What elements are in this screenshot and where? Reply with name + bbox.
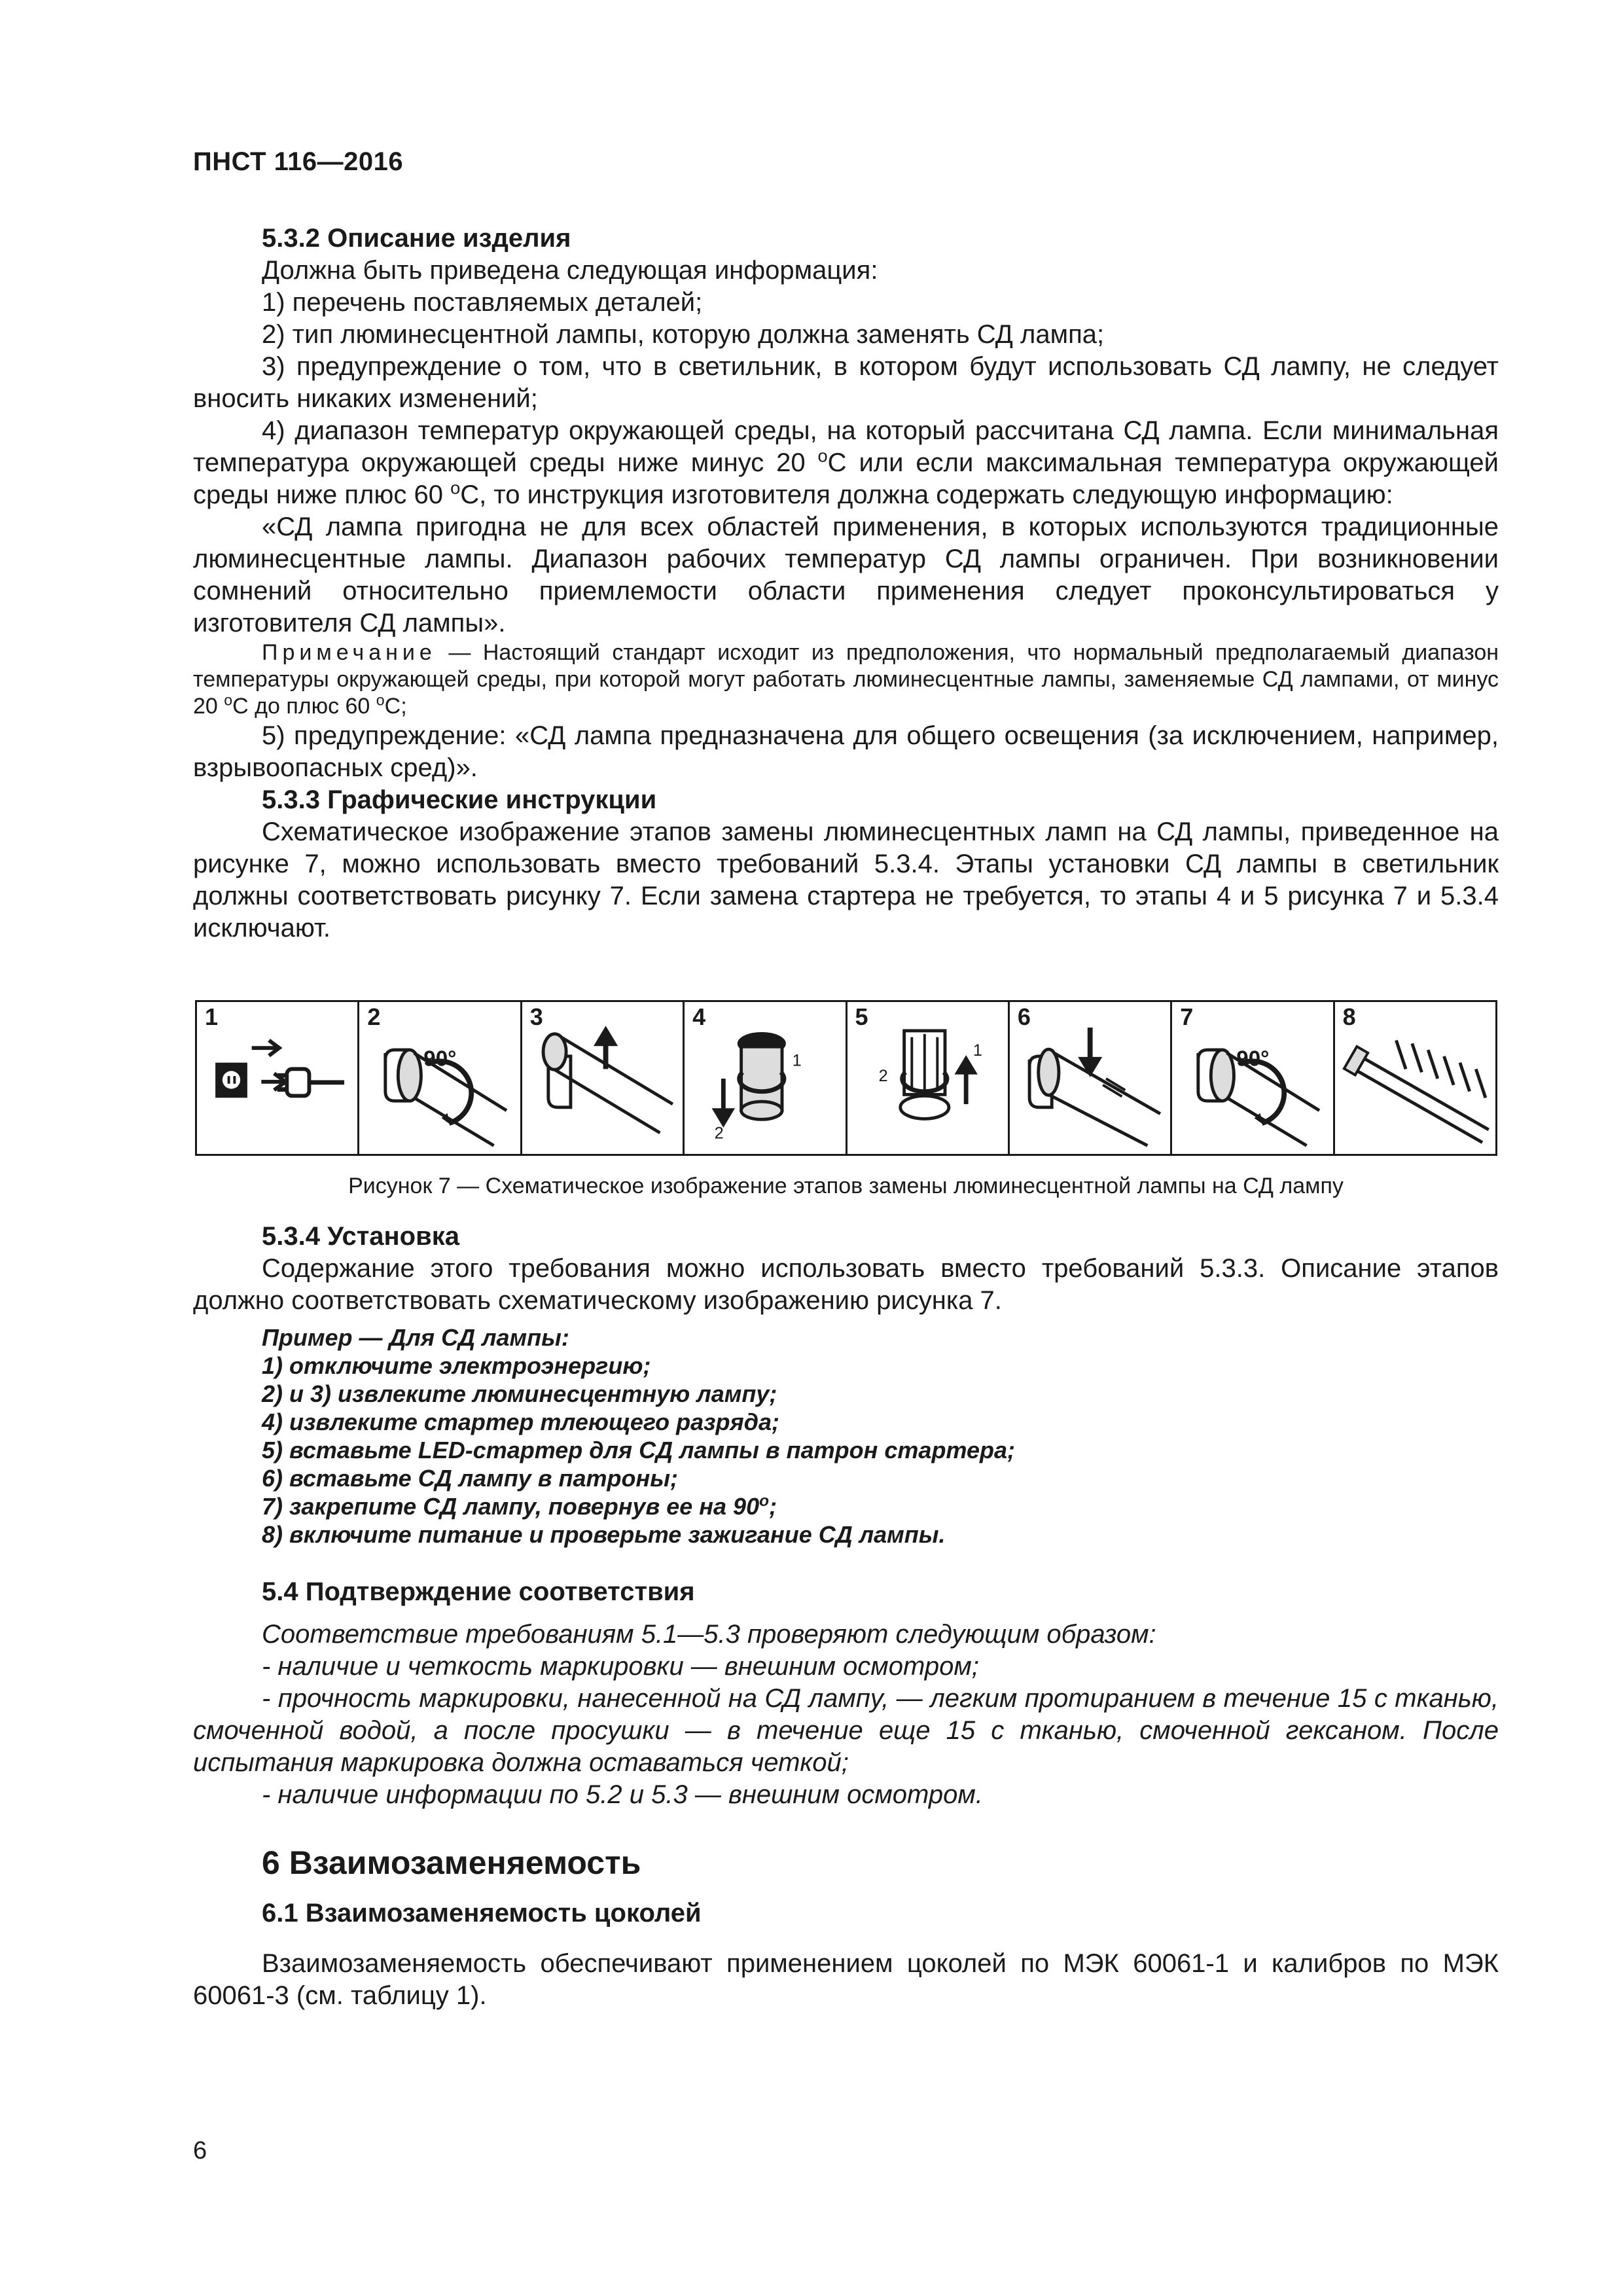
page-content-lower xyxy=(193,1221,1499,2012)
section-5-3-2-title: 5.3.2 Описание изделия xyxy=(262,224,571,253)
step-panel-3 xyxy=(520,1000,685,1156)
insert-lamp-icon xyxy=(1010,1002,1170,1154)
step-b-label: 2 xyxy=(714,1124,724,1143)
note xyxy=(193,639,1499,720)
text-span: С; xyxy=(384,694,407,719)
remove-lamp-icon xyxy=(522,1002,683,1154)
step-panel-8 xyxy=(1333,1000,1497,1156)
step-panel-5 xyxy=(846,1000,1010,1156)
text-span: 7) закрепите СД лампу, повернув ее на 90 xyxy=(262,1493,760,1520)
text-span: ; xyxy=(769,1493,777,1520)
remove-starter-icon xyxy=(685,1002,845,1154)
step-b-label: 2 xyxy=(878,1066,888,1085)
figure-caption: Рисунок 7 — Схематическое изображение этапов замены люминесцентной лампы на СД лампу xyxy=(348,1174,1344,1198)
section-5-3-3-title: 5.3.3 Графические инструкции xyxy=(262,785,657,814)
rotate-lamp-icon xyxy=(359,1002,520,1154)
list-item: - наличие информации по 5.2 и 5.3 — внешним осмотром. xyxy=(262,1780,983,1809)
example-line: 1) отключите электроэнергию; xyxy=(262,1352,651,1379)
text-span: 4) диапазон температур окружающей среды, на который рассчитана СД лампа. Если минимальная температура окружающей среды ниже минус 20 xyxy=(193,416,1499,477)
paragraph: Взаимозаменяемость обеспечивают применением цоколей по МЭК 60061-1 и калибров по МЭК 60061-3 (см. таблицу 1). xyxy=(193,1949,1499,2010)
degree-mark: о xyxy=(224,691,233,709)
step-panel-1 xyxy=(195,1000,359,1156)
document-header: ПНСТ 116—2016 xyxy=(193,147,404,176)
list-item: - прочность маркировки, нанесенной на СД лампу, — легким протиранием в течение 15 с тканью, смоченной водой, а после просушки — в течение еще 15 с тканью, смоченной гексаном. После испытания маркировка должна оставаться четкой; xyxy=(193,1684,1499,1777)
unplug-icon xyxy=(197,1002,357,1154)
step-number: 6 xyxy=(1017,1003,1031,1030)
list-item: 1) перечень поставляемых деталей; xyxy=(262,288,703,317)
step-a-label: 1 xyxy=(972,1041,982,1060)
angle-label: 90° xyxy=(1236,1047,1270,1071)
page-content xyxy=(193,223,1499,944)
text-span: С или если максимальная температура окружающей среды ниже плюс 60 xyxy=(193,448,1499,509)
fix-lamp-icon xyxy=(1172,1002,1332,1154)
text-span: — Настоящий стандарт исходит из предположения, что нормальный предполагаемый диапазон температуры окружающей среды, при которой могут работать люминесцентные лампы, заменяемые СД лампами, от минус 20 xyxy=(193,640,1499,719)
step-number: 3 xyxy=(529,1003,543,1030)
degree-mark: о xyxy=(759,1492,770,1510)
section-5-3-4-title: 5.3.4 Установка xyxy=(262,1222,459,1251)
insert-starter-icon xyxy=(847,1002,1008,1154)
note-label: Примечание xyxy=(262,640,437,665)
list-item: 5) предупреждение: «СД лампа предназначена для общего освещения (за исключением, например, взрывоопасных сред)». xyxy=(193,721,1499,782)
step-number: 5 xyxy=(855,1003,868,1030)
step-number: 4 xyxy=(692,1003,706,1030)
step-number: 8 xyxy=(1342,1003,1356,1030)
figure-7-steps xyxy=(195,1000,1497,1156)
paragraph: Должна быть приведена следующая информация: xyxy=(262,256,878,285)
section-6-1-title: 6.1 Взаимозаменяемость цоколей xyxy=(262,1899,702,1928)
example-line: 6) вставьте СД лампу в патроны; xyxy=(262,1465,678,1492)
step-panel-6 xyxy=(1008,1000,1172,1156)
list-item: 2) тип люминесцентной лампы, которую должна заменять СД лампа; xyxy=(262,320,1105,349)
degree-mark: о xyxy=(450,477,461,498)
quote-paragraph: «СД лампа пригодна не для всех областей применения, в которых используются традиционные люминесцентные лампы. Диапазон рабочих температур СД лампы ограничен. При возникновении сомнений относительно приемлемости области применения следует проконсультироваться у изготовителя СД лампы». xyxy=(193,512,1499,637)
page-number: 6 xyxy=(193,2137,207,2164)
paragraph: Содержание этого требования можно использовать вместо требований 5.3.3. Описание этапов должно соответствовать схематическому изображению рисунка 7. xyxy=(193,1254,1499,1315)
example-line xyxy=(193,1492,1499,1520)
text-span: С, то инструкция изготовителя должна содержать следующую информацию: xyxy=(460,480,1393,509)
step-panel-2 xyxy=(357,1000,522,1156)
example-line: 5) вставьте LED-стартер для СД лампы в патрон стартера; xyxy=(262,1437,1015,1463)
step-a-label: 1 xyxy=(792,1051,802,1070)
step-panel-7 xyxy=(1170,1000,1334,1156)
paragraph: Соответствие требованиям 5.1—5.3 проверяют следующим образом: xyxy=(262,1620,1156,1649)
step-panel-4 xyxy=(683,1000,847,1156)
example-line: 8) включите питание и проверьте зажигание СД лампы. xyxy=(262,1521,946,1548)
degree-mark: о xyxy=(376,691,385,709)
example-line: Пример — Для СД лампы: xyxy=(262,1324,569,1351)
example-line: 2) и 3) извлеките люминесцентную лампу; xyxy=(262,1380,777,1407)
list-item: - наличие и четкость маркировки — внешним осмотром; xyxy=(262,1652,979,1681)
step-number: 2 xyxy=(367,1003,381,1030)
power-on-icon xyxy=(1335,1002,1495,1154)
section-6-title: 6 Взаимозаменяемость xyxy=(262,1844,641,1881)
step-number: 1 xyxy=(205,1003,219,1030)
step-number: 7 xyxy=(1180,1003,1194,1030)
example-line: 4) извлеките стартер тлеющего разряда; xyxy=(262,1408,779,1435)
paragraph: Схематическое изображение этапов замены люминесцентных ламп на СД лампы, приведенное на рисунке 7, можно использовать вместо требований 5.3.4. Этапы установки СД лампы в светильник должны соответствовать рисунку 7. Если замена стартера не требуется, то этапы 4 и 5 рисунка 7 и 5.3.4 исключают. xyxy=(193,817,1499,942)
list-item: 3) предупреждение о том, что в светильник, в котором будут использовать СД лампу, не следует вносить никаких изменений; xyxy=(193,352,1499,413)
list-item xyxy=(193,415,1499,511)
section-5-4-title: 5.4 Подтверждение соответствия xyxy=(262,1577,695,1606)
text-span: С до плюс 60 xyxy=(232,694,376,719)
angle-label: 90° xyxy=(423,1047,457,1071)
degree-mark: о xyxy=(817,445,828,466)
